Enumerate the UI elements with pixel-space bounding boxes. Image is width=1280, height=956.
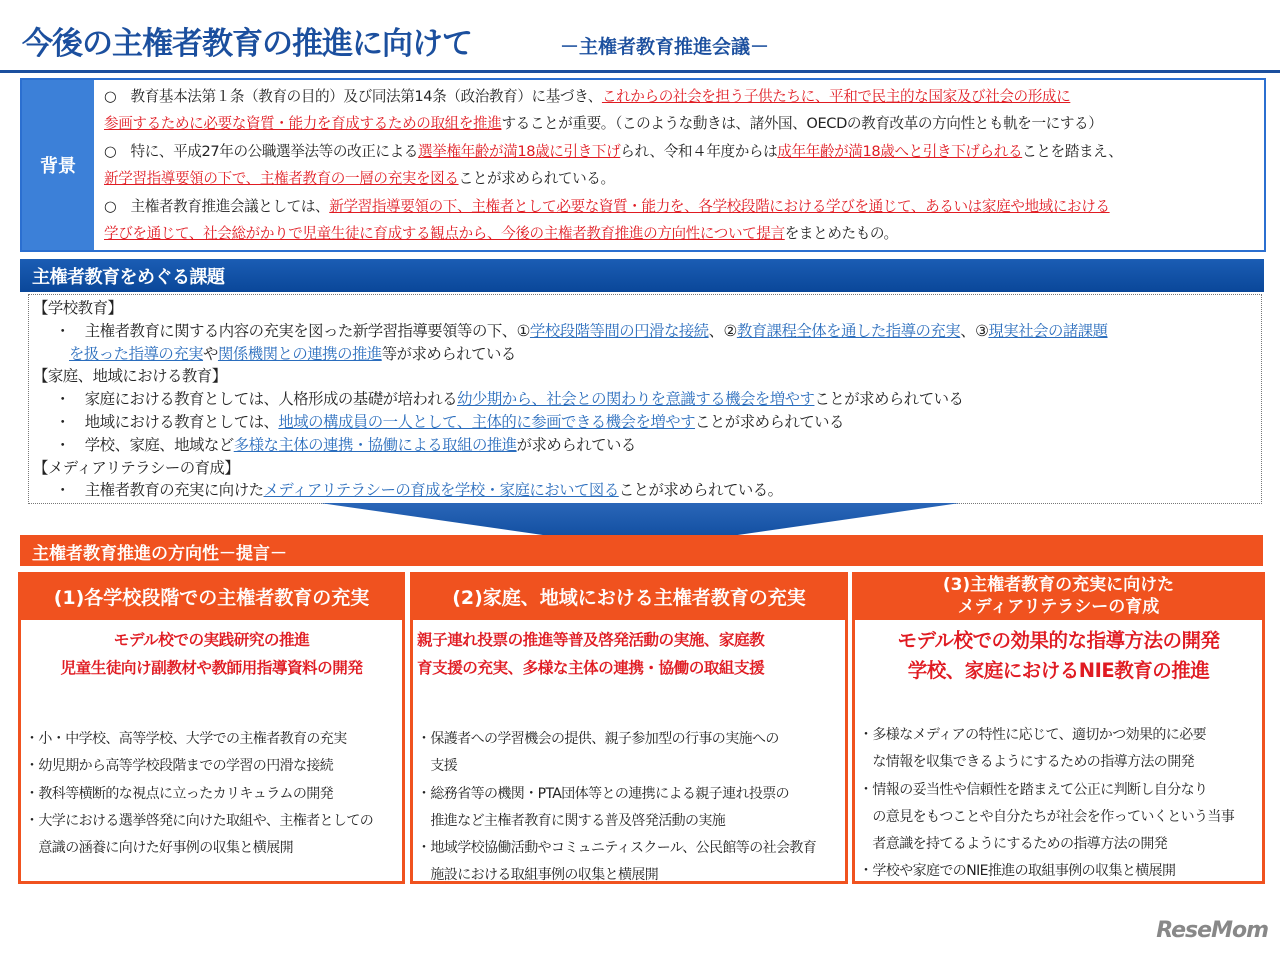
highlighted-text: 多様な主体の連携・協働による取組の推進 xyxy=(233,435,517,454)
text-segment: ○ 主権者教育推進会議としては、 xyxy=(104,197,330,215)
column-bullet: ・保護者への学習機会の提供、親子参加型の行事の実施への xyxy=(417,731,779,747)
column-header xyxy=(852,572,1265,620)
column-header-line: (1)各学校段階での主権者教育の充実 xyxy=(53,586,370,609)
background-line xyxy=(104,220,1258,247)
background-line xyxy=(104,110,1258,137)
column-header-line: (3)主権者教育の充実に向けた xyxy=(942,575,1175,595)
page-title: 今後の主権者教育の推進に向けて xyxy=(22,26,472,62)
highlighted-text: 関係機関との連携の推進 xyxy=(217,344,382,363)
background-line xyxy=(104,83,1258,110)
column-bullet: 施設における取組事例の収集と横展開 xyxy=(417,867,659,884)
column-bullet: な情報を収集できるようにするための指導方法の開発 xyxy=(859,754,1194,771)
column-key-point: 親子連れ投票の推進等普及啓発活動の実施、家庭教 xyxy=(417,631,765,649)
issue-line xyxy=(33,343,1257,366)
text-segment: 【メディアリテラシーの育成】 xyxy=(33,458,240,477)
page-subtitle: －主権者教育推進会議－ xyxy=(560,36,770,58)
background-section xyxy=(20,78,1266,252)
column-header xyxy=(410,572,848,620)
text-segment: 等が求められている xyxy=(381,344,516,363)
column-body xyxy=(18,620,405,884)
column-header-line: メディアリテラシーの育成 xyxy=(957,597,1160,617)
text-segment: 、③ xyxy=(960,321,989,340)
text-segment: ことが求められている。 xyxy=(618,481,783,500)
proposal-column-3 xyxy=(852,572,1265,884)
issue-line xyxy=(33,457,1257,480)
text-segment: ことが求められている xyxy=(814,390,964,409)
text-segment: ことが求められている xyxy=(695,412,844,431)
text-segment: 、② xyxy=(708,321,737,340)
column-bullet: 者意識を持てるようにするための指導方法の開発 xyxy=(859,836,1168,853)
resemom-logo: ReseMom xyxy=(1156,918,1268,943)
column-bullet: 推進など主権者教育に関する普及啓発活動の実施 xyxy=(417,812,726,829)
column-bullet: ・総務省等の機関・PTA団体等との連携による親子連れ投票の xyxy=(417,785,790,802)
title-divider xyxy=(0,70,1280,73)
highlighted-text: 学びを通じて、社会総がかりで児童生徒に育成する観点から、今後の主権者教育推進の方向性について提言 xyxy=(104,225,785,243)
text-segment: ○ 教育基本法第１条（教育の目的）及び同法第14条（政治教育）に基づき、 xyxy=(104,88,602,105)
text-segment: や xyxy=(203,344,218,363)
highlighted-text: 選挙権年齢が満18歳に引き下げ xyxy=(417,142,621,160)
background-line xyxy=(104,165,1258,192)
text-segment: 【学校教育】 xyxy=(33,299,123,317)
column-bullet: 支援 xyxy=(417,758,458,775)
highlighted-text: 新学習指導要領の下で、主権者教育の一層の充実を図る xyxy=(104,170,459,188)
text-segment: ・ 家庭における教育としては、人格形成の基礎が培われる xyxy=(55,390,458,409)
background-line xyxy=(104,138,1258,165)
highlighted-text: 学校段階等間の円滑な接続 xyxy=(529,321,709,340)
text-segment: ・ 地域における教育としては、 xyxy=(55,412,279,431)
column-bullet: 意識の涵養に向けた好事例の収集と横展開 xyxy=(25,840,293,857)
column-key-point: 育支援の充実、多様な主体の連携・協働の取組支援 xyxy=(417,659,765,677)
issue-line xyxy=(33,365,1257,388)
column-bullet: ・小・中学校、高等学校、大学での主権者教育の充実 xyxy=(25,731,347,747)
column-bullet: ・学校や家庭でのNIE推進の取組事例の収集と横展開 xyxy=(859,863,1176,880)
column-key-point: モデル校での効果的な指導方法の開発 xyxy=(897,629,1220,652)
highlighted-text: 教育課程全体を通した指導の充実 xyxy=(736,321,961,340)
highlighted-text: 成年年齢が満18歳へと引き下げられる xyxy=(777,142,1023,160)
issue-line xyxy=(33,320,1257,343)
background-text xyxy=(94,80,1264,250)
highlighted-text: 地域の構成員の一人として、主体的に参画できる機会を増やす xyxy=(278,412,696,431)
highlighted-text: 参画するために必要な資質・能力を育成するための取組を推進 xyxy=(104,115,502,133)
issue-line xyxy=(33,388,1257,411)
proposal-column-1 xyxy=(18,572,405,884)
proposal-column-2 xyxy=(410,572,848,884)
text-segment: ・ 主権者教育に関する内容の充実を図った新学習指導要領等の下、① xyxy=(55,321,530,340)
text-segment: られ、令和４年度からは xyxy=(620,142,778,160)
text-segment: をまとめたもの。 xyxy=(784,225,898,243)
column-header xyxy=(18,572,405,620)
text-segment: ・ 学校、家庭、地域など xyxy=(55,435,234,454)
highlighted-text: を扱った指導の充実 xyxy=(69,344,204,363)
column-bullet: ・情報の妥当性や信頼性を踏まえて公正に判断し自分なり xyxy=(859,781,1208,798)
text-segment: ・ 主権者教育の充実に向けた xyxy=(55,481,264,500)
background-line xyxy=(104,193,1258,220)
column-bullet: の意見をもつことや自分たちが社会を作っていくという当事 xyxy=(859,808,1235,825)
text-segment: 【家庭、地域における教育】 xyxy=(33,367,227,386)
issue-line xyxy=(33,297,1257,320)
column-bullet: ・幼児期から高等学校段階までの学習の円滑な接続 xyxy=(25,758,334,775)
column-bullet: ・大学における選挙啓発に向けた取組や、主権者としての xyxy=(25,812,374,829)
highlighted-text: 幼少期から、社会との関わりを意識する機会を増やす xyxy=(457,390,815,409)
proposal-header: 主権者教育推進の方向性－提言－ xyxy=(20,535,1263,566)
issue-line xyxy=(33,479,1257,502)
column-key-point: モデル校での実践研究の推進 xyxy=(113,631,310,649)
highlighted-text: 新学習指導要領の下、主権者として必要な資質・能力を、各学校段階における学びを通じて、あるいは家庭や地域における xyxy=(329,197,1110,215)
issue-line xyxy=(33,411,1257,434)
column-bullet: ・教科等横断的な視点に立ったカリキュラムの開発 xyxy=(25,785,334,802)
text-segment: ことを踏まえ、 xyxy=(1022,142,1123,160)
column-key-point: 学校、家庭におけるNIE教育の推進 xyxy=(907,659,1210,682)
column-body xyxy=(852,620,1265,884)
text-segment: することが重要。（このような動きは、諸外国、OECDの教育改革の方向性とも軌を一にする） xyxy=(501,115,1103,133)
column-bullet: ・地域学校協働活動やコミュニティスクール、公民館等の社会教育 xyxy=(417,840,817,857)
highlighted-text: 現実社会の諸課題 xyxy=(988,321,1108,340)
text-segment: ことが求められている。 xyxy=(458,170,615,188)
background-label: 背景 xyxy=(22,80,94,250)
column-header-line: (2)家庭、地域における主権者教育の充実 xyxy=(452,586,806,609)
highlighted-text: メディアリテラシーの育成を学校・家庭において図る xyxy=(263,481,619,500)
column-bullet: ・多様なメディアの特性に応じて、適切かつ効果的に必要 xyxy=(859,727,1206,743)
text-segment: が求められている xyxy=(516,435,636,454)
issues-header: 主権者教育をめぐる課題 xyxy=(20,259,1264,292)
issue-line xyxy=(33,434,1257,457)
column-key-point: 児童生徒向け副教材や教師用指導資料の開発 xyxy=(60,659,363,677)
text-segment: ○ 特に、平成27年の公職選挙法等の改正による xyxy=(104,142,418,160)
column-body xyxy=(410,620,848,884)
highlighted-text: これからの社会を担う子供たちに、平和で民主的な国家及び社会の形成に xyxy=(601,88,1071,105)
issues-box xyxy=(28,294,1262,504)
